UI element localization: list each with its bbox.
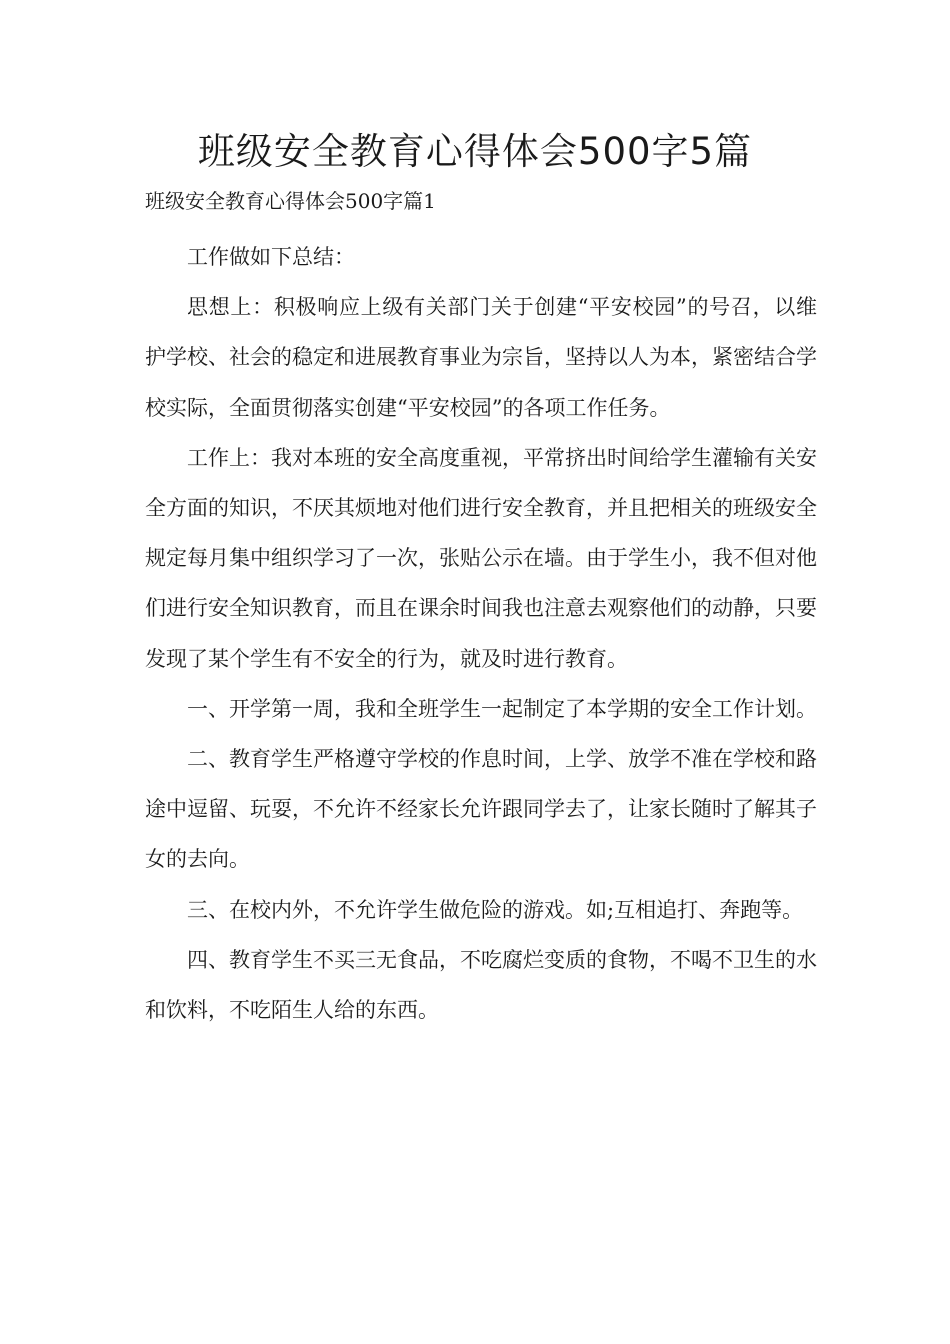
paragraph: 四、教育学生不买三无食品，不吃腐烂变质的食物，不喝不卫生的水和饮料，不吃陌生人给的东西。 [145, 947, 817, 1023]
document-body [145, 184, 817, 1035]
paragraph: 一、开学第一周，我和全班学生一起制定了本学期的安全工作计划。 [187, 696, 817, 721]
section-heading: 班级安全教育心得体会500字篇1 [145, 189, 436, 213]
document-title: 班级安全教育心得体会500字5篇 [197, 130, 753, 173]
paragraph: 工作做如下总结： [187, 245, 355, 269]
paragraph: 二、教育学生严格遵守学校的作息时间，上学、放学不准在学校和路途中逗留、玩耍，不允许不经家长允许跟同学去了，让家长随时了解其子女的去向。 [145, 747, 817, 872]
paragraph: 思想上：积极响应上级有关部门关于创建“平安校园”的号召，以维护学校、社会的稳定和进展教育事业为宗旨，坚持以人为本，紧密结合学校实际，全面贯彻落实创建“平安校园”的各项工作任务。 [145, 295, 817, 420]
paragraph: 三、在校内外，不允许学生做危险的游戏。如;互相追打、奔跑等。 [187, 897, 804, 922]
paragraph: 工作上：我对本班的安全高度重视，平常挤出时间给学生灌输有关安全方面的知识，不厌其烦地对他们进行安全教育，并且把相关的班级安全规定每月集中组织学习了一次，张贴公示在墙。由于学生小，我不但对他们进行安全知识教育，而且在课余时间我也注意去观察他们的动静，只要发现了某个学生有不安全的行为，就及时进行教育。 [145, 445, 817, 671]
